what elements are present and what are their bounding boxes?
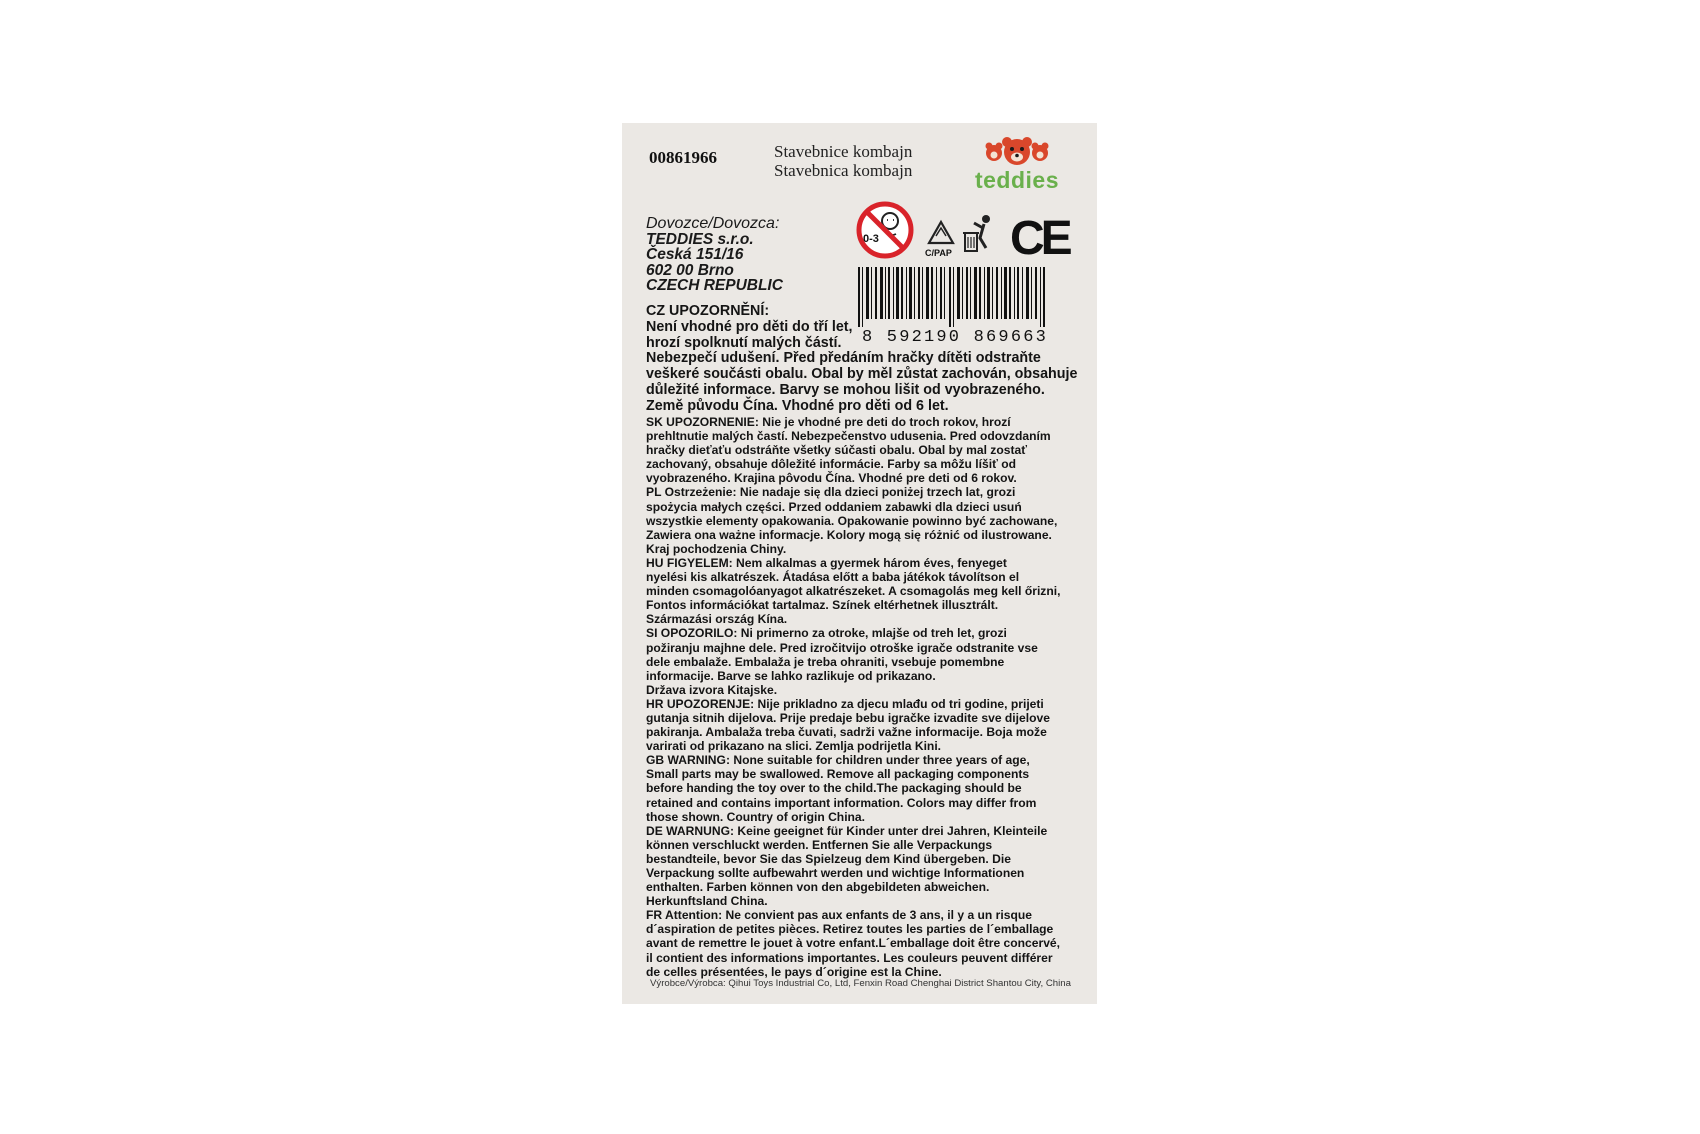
warning-line: de celles présentées, le pays d´origine est la Chine. bbox=[646, 964, 942, 979]
warning-line: SK UPOZORNENIE: Nie je vhodné pre deti do troch rokov, hrozí bbox=[646, 415, 1011, 429]
warning-line: avant de remettre le jouet à votre enfant.L´emballage doit être concervé, bbox=[646, 936, 1061, 951]
cz-warning-line: Nebezpečí udušení. Před předáním hračky dítěti odstraňte bbox=[646, 350, 1041, 367]
warning-line: HR UPOZORENJE: Nije prikladno za djecu mlađu od tri godine, prijeti bbox=[646, 696, 1044, 711]
warning-line: gutanja sitnih dijelova. Prije predaje bebu igračke izvadite sve dijelove bbox=[646, 710, 1050, 725]
product-label bbox=[622, 123, 1097, 1004]
warning-line: enthalten. Farben können von den abgebildeten abweichen. bbox=[646, 880, 990, 895]
sku-number: 00861966 bbox=[649, 148, 717, 167]
cz-warning-line: důležité informace. Barvy se mohou lišit od vyobrazeného. bbox=[646, 381, 1045, 398]
warning-line: požiranju majhne dele. Pred izročitvijo otroške igrače odstranite vse bbox=[646, 640, 1038, 655]
age-warning-text: 0-3 bbox=[863, 233, 879, 245]
warning-line: before handing the toy over to the child.The packaging should be bbox=[646, 781, 1022, 796]
age-warning-icon bbox=[854, 199, 916, 261]
warning-line: Herkunftsland China. bbox=[646, 894, 768, 909]
warning-line: zachovaný, obsahuje dôležité informácie. Farby sa môžu líšiť od bbox=[646, 457, 1017, 472]
warning-sk bbox=[646, 415, 1096, 485]
warning-line: d´aspiration de petites pièces. Retirez toutes les parties de l´emballage bbox=[646, 922, 1054, 937]
manufacturer-info: Výrobce/Výrobca: Qihui Toys Industrial Co, Ltd, Fenxin Road Chenghai District Shantou City, China bbox=[650, 978, 1071, 989]
warning-line: prehltnutie malých častí. Nebezpečenstvo udusenia. Pred odovzdaním bbox=[646, 429, 1051, 444]
importer-block bbox=[646, 216, 783, 294]
product-name-sk: Stavebnica kombajn bbox=[774, 161, 913, 180]
cz-warning-line: hrozí spolknutí malých částí. bbox=[646, 334, 842, 351]
warning-line: retained and contains important information. Colors may differ from bbox=[646, 795, 1037, 810]
warning-line: il contient des informations importantes. Les couleurs peuvent différer bbox=[646, 950, 1053, 965]
warning-line: Zawiera ona ważne informacje. Kolory mogą się różnić od ilustrowane. bbox=[646, 527, 1052, 542]
cz-warning-line: Země původu Čína. Vhodné pro děti od 6 let. bbox=[646, 397, 949, 414]
trash-bin-icon bbox=[962, 213, 996, 257]
warning-gb bbox=[646, 753, 1096, 823]
warning-line: PL Ostrzeżenie: Nie nadaje się dla dzieci poniżej trzech lat, grozi bbox=[646, 485, 1016, 500]
warning-si bbox=[646, 626, 1096, 696]
product-name-cz: Stavebnice kombajn bbox=[774, 142, 913, 161]
importer-line: Česká 151/16 bbox=[646, 246, 744, 264]
importer-line: TEDDIES s.r.o. bbox=[646, 230, 754, 248]
warning-de bbox=[646, 824, 1096, 909]
warning-line: dele embalaže. Embalaža je treba ohraniti, vsebuje pomembne bbox=[646, 654, 1005, 669]
cz-warning bbox=[646, 304, 1086, 415]
warning-line: können verschluckt werden. Entfernen Sie alle Verpackungs bbox=[646, 837, 993, 852]
teddy-bears-icon bbox=[985, 137, 1049, 169]
cz-warning-line: Není vhodné pro děti do tří let, bbox=[646, 318, 853, 335]
warning-line: wszystkie elementy opakowania. Opakowanie powinno być zachowane, bbox=[646, 513, 1058, 528]
warning-line: HU FIGYELEM: Nem alkalmas a gyermek három éves, fenyeget bbox=[646, 555, 1007, 570]
teddies-logo bbox=[962, 137, 1072, 197]
warning-line: minden csomagolóanyagot alkatrészeket. A csomagolás meg kell őrizni, bbox=[646, 584, 1061, 599]
recycle-icon bbox=[924, 219, 958, 259]
warning-line: Verpackung sollte aufbewahrt werden und wichtige Informationen bbox=[646, 866, 1025, 880]
multilingual-warnings bbox=[646, 415, 1096, 979]
warning-line: nyelési kis alkatrészek. Átadása előtt a baba játékok távolítson el bbox=[646, 570, 1020, 585]
importer-line: 602 00 Brno bbox=[646, 261, 734, 279]
warning-hr bbox=[646, 697, 1096, 753]
warning-line: FR Attention: Ne convient pas aux enfants de 3 ans, il y a un risque bbox=[646, 908, 1032, 923]
warning-line: varirati od prikazano na slici. Zemlja podrijetla Kini. bbox=[646, 739, 942, 754]
warning-line: hračky dieťaťu odstráňte všetky súčasti obalu. Obal by mal zostať bbox=[646, 443, 1027, 458]
warning-fr bbox=[646, 908, 1096, 978]
safety-icons bbox=[854, 199, 1094, 265]
warning-line: those shown. Country of origin China. bbox=[646, 809, 866, 824]
warning-line: Származási ország Kína. bbox=[646, 612, 788, 627]
importer-line: CZECH REPUBLIC bbox=[646, 277, 783, 295]
recycle-text: C/PAP bbox=[925, 248, 952, 258]
warning-line: SI OPOZORILO: Ni primerno za otroke, mlajše od treh let, grozi bbox=[646, 626, 1007, 641]
barcode-digits: 8 592190 869663 bbox=[862, 328, 1049, 347]
warning-pl bbox=[646, 485, 1096, 555]
logo-text: teddies bbox=[974, 167, 1060, 193]
ce-mark-icon: CE bbox=[1010, 212, 1069, 265]
warning-hu bbox=[646, 556, 1096, 626]
warning-line: Država izvora Kitajske. bbox=[646, 682, 778, 697]
cz-warning-line: veškeré součásti obalu. Obal by měl zůstat zachován, obsahuje bbox=[646, 366, 1078, 383]
cz-warning-title: CZ UPOZORNĚNÍ: bbox=[646, 303, 770, 319]
warning-line: spożycia małych części. Przed oddaniem zabawki dla dzieci usuń bbox=[646, 499, 1022, 514]
product-names bbox=[774, 142, 912, 180]
warning-line: vyobrazeného. Krajina pôvodu Čína. Vhodné pre deti od 6 rokov. bbox=[646, 471, 1017, 486]
warning-line: Kraj pochodzenia Chiny. bbox=[646, 541, 787, 556]
warning-line: pakiranja. Ambalaža treba čuvati, sadrži važne informacije. Boja može bbox=[646, 725, 1047, 740]
warning-line: bestandteile, bevor Sie das Spielzeug dem Kind übergeben. Die bbox=[646, 851, 1011, 866]
warning-line: DE WARNUNG: Keine geeignet für Kinder unter drei Jahren, Kleinteile bbox=[646, 823, 1048, 838]
warning-line: GB WARNING: None suitable for children under three years of age, bbox=[646, 753, 1030, 768]
warning-line: informacije. Barve se lahko razlikuje od prikazano. bbox=[646, 668, 936, 683]
importer-heading: Dovozce/Dovozca: bbox=[646, 215, 780, 232]
warning-line: Fontos információkat tartalmaz. Színek eltérhetnek illusztrált. bbox=[646, 598, 999, 613]
warning-line: Small parts may be swallowed. Remove all packaging components bbox=[646, 767, 1030, 782]
